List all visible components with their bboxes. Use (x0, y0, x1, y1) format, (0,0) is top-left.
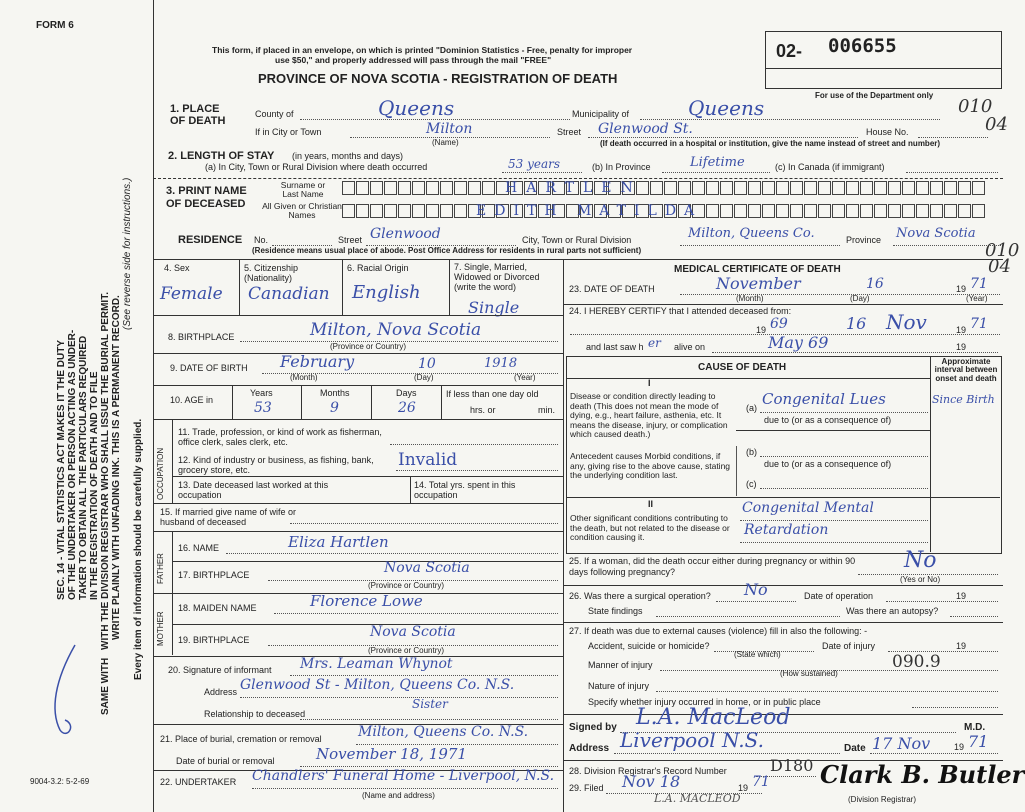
filed-value: Nov 18 (622, 772, 681, 791)
form-label: FORM 6 (36, 20, 74, 31)
dob-month: February (280, 352, 355, 371)
state-which-caption: (State which) (734, 650, 781, 659)
address-label: Address (569, 743, 610, 754)
form-code: 9004-3.2: 5-2-69 (30, 777, 90, 786)
mother-side-label: MOTHER (156, 611, 165, 646)
birthplace-label: 8. BIRTHPLACE (168, 332, 235, 342)
alive-on-label: alive on (674, 342, 706, 352)
street-value: Glenwood St. (598, 121, 693, 137)
house-label: House No. (866, 127, 909, 137)
margin-line-2: OF THE UNDERTAKER OR PERSON ACTING AS UNDER- (67, 329, 78, 600)
father-side-label: FATHER (156, 553, 165, 584)
death-year-prefix: 19 (956, 284, 967, 294)
residence-province-label: Province (846, 235, 882, 245)
municipality-code: 010 (958, 96, 993, 117)
signed-year-prefix: 19 (954, 742, 965, 752)
age-min: min. (538, 405, 556, 415)
age-less-than: If less than one day old (446, 389, 539, 399)
antecedent-label: Antecedent causes Morbid conditions, if any, giving rise to the above cause, stating the underlying condition last. (570, 451, 731, 481)
page-title: PROVINCE OF NOVA SCOTIA - REGISTRATION OF DEATH (258, 71, 618, 86)
burial-date: November 18, 1971 (316, 745, 467, 763)
dob-month-caption: (Month) (290, 373, 318, 382)
q26-label: 26. Was there a surgical operation? (569, 591, 711, 601)
q26-year-prefix: 19 (956, 591, 967, 601)
death-month: November (716, 274, 801, 293)
disease-label: Disease or condition directly leading to death (This does not mean the mode of dying, e.g., heart failure, asthenia, etc. It means the disease, injury, or complication which caused death.) (570, 391, 728, 440)
cause-a-interval: Since Birth (932, 393, 995, 406)
county-value: Queens (378, 96, 455, 120)
q28-label: 28. Division Registrar's Record Number (569, 766, 727, 776)
residence-no-label: No. (254, 235, 269, 245)
how-sustained-caption: (How sustained) (780, 669, 838, 678)
dept-use-note: For use of the Department only (815, 91, 934, 100)
municipality-value: Queens (688, 96, 765, 120)
mother-birthplace-caption: (Province or Country) (368, 646, 445, 655)
city-label: If in City or Town (255, 127, 322, 137)
accident-label: Accident, suicide or homicide? (588, 641, 710, 651)
q28-value: D180 (770, 756, 814, 775)
q29-label: 29. Filed (569, 783, 604, 793)
registration-number-box (765, 31, 1002, 89)
stay-a-label: (a) In City, Town or Rural Division where death occurred (205, 162, 428, 172)
margin-every-item: Every item of information should be carefully supplied. (133, 418, 144, 680)
burial-date-label: Date of burial or removal (176, 756, 275, 766)
street-label: Street (557, 127, 582, 137)
margin-reverse-note: (See reverse side for instructions.) (122, 177, 133, 330)
age-label: 10. AGE in (170, 395, 214, 405)
racial-label: 6. Racial Origin (347, 263, 409, 273)
printed-name: L.A. MACLEOD (654, 792, 741, 805)
citizenship-value: Canadian (248, 284, 330, 304)
mother-birthplace-label: 19. BIRTHPLACE (178, 635, 250, 645)
residence-street-label: Street (338, 235, 363, 245)
city-value: Milton (426, 121, 473, 137)
registrar-caption: (Division Registrar) (848, 795, 917, 804)
code-090: 090.9 (892, 652, 941, 672)
age-days-label: Days (396, 388, 417, 398)
residence-code-1: 010 (985, 240, 1020, 261)
informant-sig: Mrs. Leaman Whynot (300, 656, 453, 672)
main-left-border (153, 0, 154, 812)
informant-relationship-label: Relationship to deceased (204, 709, 306, 719)
filed-year: 71 (752, 774, 770, 790)
address-value: Liverpool N.S. (620, 728, 764, 752)
informant-sig-label: 20. Signature of informant (168, 665, 272, 675)
length-of-stay-label: 2. LENGTH OF STAY (168, 150, 275, 162)
death-day: 16 (866, 276, 884, 292)
cause-a-label: (a) (746, 403, 757, 413)
stay-a-value: 53 years (508, 157, 561, 171)
from-year: 69 (770, 316, 788, 332)
cause-c-label: (c) (746, 479, 757, 489)
other-conditions-label: Other significant conditions contributing to the death, but not related to the disease or condition causing it. (570, 513, 730, 543)
undertaker-label: 22. UNDERTAKER (160, 777, 237, 787)
citizenship-label: 5. Citizenship (Nationality) (244, 263, 299, 283)
margin-line-1: SEC. 14 - VITAL STATISTICS ACT MAKES IT THE DUTY (56, 339, 67, 600)
informant-relationship: Sister (412, 697, 448, 711)
state-findings-label: State findings (588, 606, 643, 616)
stay-b-value: Lifetime (690, 155, 745, 170)
q25-label: 25. If a woman, did the death occur either during pregnancy or within 90 days following pregnancy? (569, 556, 856, 578)
given-label: All Given or Christian Names (262, 201, 342, 221)
signed-date: 17 Nov (872, 734, 931, 753)
q26-date-label: Date of operation (804, 591, 874, 601)
father-birthplace: Nova Scotia (384, 560, 470, 576)
last-saw-value: er (648, 336, 661, 350)
q25-caption: (Yes or No) (900, 575, 941, 584)
death-year: 71 (970, 276, 988, 292)
given-value: EDITH MATILDA (476, 203, 703, 219)
part-two-label: II (648, 499, 654, 509)
surname-label: Surname or Last Name (280, 180, 326, 200)
margin-line-5: WITH THE DIVISION REGISTRAR WHO SHALL ISSUE THE BURIAL PERMIT. (100, 292, 111, 650)
informant-address-label: Address (204, 687, 238, 697)
registrar-signature: Clark B. Butler (820, 760, 1025, 789)
residence-city-label: City, Town or Rural Division (522, 235, 632, 245)
part-one-label: I (648, 378, 651, 388)
last-saw-label: and last saw h (586, 342, 644, 352)
occupation-side-label: OCCUPATION (156, 447, 165, 500)
other-condition-1: Congenital Mental (742, 500, 874, 516)
age-months: 9 (330, 400, 339, 416)
death-year-caption: (Year) (966, 294, 988, 303)
residence-city-value: Milton, Queens Co. (688, 226, 815, 241)
approx-interval-label: Approximate interval between onset and death (934, 357, 998, 383)
occupation-q15: 15. If married give name of wife or husband of deceased (160, 507, 297, 527)
father-name: Eliza Hartlen (288, 533, 389, 551)
racial-value: English (352, 282, 421, 303)
dob-label: 9. DATE OF BIRTH (170, 363, 248, 373)
medical-heading: MEDICAL CERTIFICATE OF DEATH (674, 264, 841, 275)
dob-year-caption: (Year) (514, 373, 536, 382)
undertaker-caption: (Name and address) (362, 791, 435, 800)
residence-note: (Residence means usual place of abode. Post Office Address for residents in rural parts not sufficient) (252, 246, 642, 255)
filed-year-prefix: 19 (738, 783, 749, 793)
county-label: County of (255, 109, 294, 119)
occupation-q11: 11. Trade, profession, or kind of work as fisherman, office clerk, sales clerk, etc. (178, 427, 382, 447)
cause-a-value: Congenital Lues (762, 390, 886, 408)
reg-prefix: 02- (776, 41, 803, 61)
age-years: 53 (254, 400, 272, 416)
mother-birthplace: Nova Scotia (370, 624, 456, 640)
cause-b-label: (b) (746, 447, 757, 457)
mother-maiden-label: 18. MAIDEN NAME (178, 603, 257, 613)
mother-maiden-name: Florence Lowe (310, 592, 423, 610)
dob-day: 10 (418, 356, 436, 372)
residence-province-value: Nova Scotia (896, 226, 976, 241)
house-code: 04 (985, 114, 1008, 135)
residence-code-2: 04 (988, 256, 1011, 277)
undertaker-value: Chandlers' Funeral Home - Liverpool, N.S. (252, 768, 555, 784)
place-of-death-label: 1. PLACE OF DEATH (170, 103, 226, 127)
header-notice-2: use $50," and properly addressed will pass through the mail "FREE" (275, 55, 552, 65)
stay-c-label: (c) In Canada (if immigrant) (775, 162, 885, 172)
stay-b-label: (b) In Province (592, 162, 651, 172)
dob-day-caption: (Day) (414, 373, 434, 382)
residence-street-value: Glenwood (370, 226, 441, 242)
death-date-label: 23. DATE OF DEATH (569, 284, 655, 294)
father-birthplace-label: 17. BIRTHPLACE (178, 570, 250, 580)
certify-text: 24. I HEREBY CERTIFY that I attended deceased from: (569, 306, 792, 316)
age-months-label: Months (320, 388, 350, 398)
injury-year-prefix: 19 (956, 641, 967, 651)
from-year-prefix: 19 (756, 325, 767, 335)
hospital-note: (If death occurred in a hospital or institution, give the name instead of street and number) (600, 139, 941, 148)
date-injury-label: Date of injury (822, 641, 876, 651)
birthplace-caption: (Province or Country) (330, 342, 407, 351)
deceased-label: 3. PRINT NAME OF DECEASED (166, 185, 247, 210)
father-name-label: 16. NAME (178, 543, 220, 553)
dob-year: 1918 (484, 356, 518, 371)
due-to-2: due to (or as a consequence of) (764, 459, 892, 469)
to-day: 16 (846, 314, 867, 333)
manner-label: Manner of injury (588, 660, 653, 670)
margin-squiggle (45, 640, 85, 750)
burial-place: Milton, Queens Co. N.S. (358, 724, 529, 740)
name-caption: (Name) (432, 138, 459, 147)
death-month-caption: (Month) (736, 294, 764, 303)
date-label: Date (844, 743, 866, 754)
occupation-q12-value: Invalid (398, 450, 458, 470)
md-label: M.D. (964, 722, 986, 733)
to-year-prefix: 19 (956, 325, 967, 335)
other-condition-2: Retardation (744, 522, 829, 538)
occupation-q14: 14. Total yrs. spent in this occupation (414, 480, 516, 500)
to-year: 71 (970, 316, 988, 332)
specify-label: Specify whether injury occurred in home, or in public place (588, 697, 821, 707)
cause-heading: CAUSE OF DEATH (698, 362, 787, 373)
margin-same-with: SAME WITH (100, 657, 111, 715)
occupation-q12: 12. Kind of industry or business, as fishing, bank, grocery store, etc. (178, 455, 374, 475)
age-hrs: hrs. or (470, 405, 496, 415)
birthplace-value: Milton, Nova Scotia (310, 320, 482, 340)
to-month: Nov (886, 310, 927, 334)
age-days: 26 (398, 400, 416, 416)
signed-year: 71 (968, 732, 989, 751)
q25-value: No (904, 548, 937, 573)
header-notice-1: This form, if placed in an envelope, on which is printed "Dominion Statistics - Free, penalty for improper (212, 45, 633, 55)
alive-year-prefix: 19 (956, 342, 967, 352)
sex-value: Female (160, 284, 223, 304)
father-birthplace-caption: (Province or Country) (368, 581, 445, 590)
death-day-caption: (Day) (850, 294, 870, 303)
due-to-1: due to (or as a consequence of) (764, 415, 892, 425)
length-of-stay-sub: (in years, months and days) (292, 151, 404, 161)
signed-label: Signed by (569, 722, 617, 733)
sex-label: 4. Sex (164, 263, 190, 273)
margin-line-4: IN THE REGISTRATION OF DEATH AND TO FILE (89, 371, 100, 600)
margin-line-6: WRITE PLAINLY WITH UNFADING INK. THIS IS A PERMANENT RECORD. (111, 295, 122, 640)
informant-address: Glenwood St - Milton, Queens Co. N.S. (240, 677, 515, 693)
nature-label: Nature of injury (588, 681, 650, 691)
q26-value: No (744, 580, 768, 599)
marital-value: Single (468, 298, 520, 317)
surname-value: HARTLEN (505, 180, 642, 196)
marital-label: 7. Single, Married, Widowed or Divorced (write the word) (454, 262, 540, 292)
municipality-label: Municipality of (572, 109, 630, 119)
margin-line-3: TAKER TO OBTAIN ALL THE PARTICULARS REQUIRED (78, 335, 89, 600)
burial-place-label: 21. Place of burial, cremation or removal (160, 734, 322, 744)
autopsy-label: Was there an autopsy? (846, 606, 939, 616)
surname-cells (342, 181, 986, 195)
age-years-label: Years (250, 388, 273, 398)
q27-label: 27. If death was due to external causes (violence) fill in also the following: - (569, 626, 868, 636)
signed-value: L.A. MacLeod (636, 705, 791, 730)
alive-on-value: May 69 (768, 333, 829, 352)
reg-number: 006655 (828, 35, 897, 57)
residence-label: RESIDENCE (178, 234, 243, 246)
occupation-q13: 13. Date deceased last worked at this occupation (178, 480, 329, 500)
